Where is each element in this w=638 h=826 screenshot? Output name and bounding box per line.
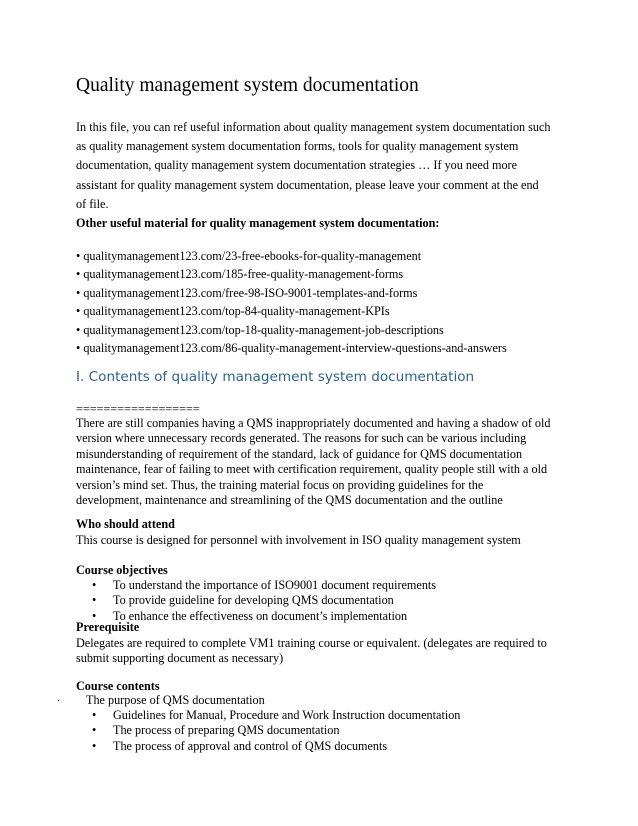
contents-text: The process of preparing QMS documentation xyxy=(113,723,340,738)
intro-line: In this file, you can ref useful information about quality management system documentation such xyxy=(76,120,551,134)
paragraph-line: There are still companies having a QMS inappropriately documented and having a shadow of old xyxy=(76,416,551,430)
who-line: This course is designed for personnel with involvement in ISO quality management system xyxy=(76,533,521,547)
paragraph-line: misunderstanding of requirement of the standard, lack of guidance for QMS documentation xyxy=(76,446,523,461)
intro-line: of file. xyxy=(76,196,109,211)
link-item: • qualitymanagement123.com/23-free-ebooks-for-quality-management xyxy=(76,249,422,263)
course-contents-heading: Course contents xyxy=(76,679,160,693)
objective-text: To enhance the effectiveness on document’s implementation xyxy=(113,608,408,623)
link-item: • qualitymanagement123.com/top-84-quality-management-KPIs xyxy=(76,304,390,319)
list-item xyxy=(92,739,460,754)
intro-body-paragraph xyxy=(76,416,551,508)
section-heading: I. Contents of quality management system documentation xyxy=(76,369,475,385)
paragraph-line: version where unnecessary records generated. The reasons for such can be various including xyxy=(76,431,527,446)
bullet-icon: • xyxy=(92,578,97,592)
other-material-heading: Other useful material for quality management system documentation: xyxy=(76,216,440,230)
intro-line: documentation, quality management system documentation strategies … If you need more xyxy=(76,158,517,173)
link-item: • qualitymanagement123.com/top-18-quality-management-job-descriptions xyxy=(76,322,444,337)
list-item xyxy=(92,578,436,593)
bullet-icon: • xyxy=(92,608,97,623)
useful-links-list xyxy=(76,247,507,357)
intro-paragraph xyxy=(76,118,576,214)
contents-text: Guidelines for Manual, Procedure and Work Instruction documentation xyxy=(113,708,461,722)
prerequisite-line: Delegates are required to complete VM1 training course or equivalent. (delegates are required to xyxy=(76,636,547,650)
link-item: • qualitymanagement123.com/86-quality-management-interview-questions-and-answers xyxy=(76,341,507,356)
list-item xyxy=(92,609,436,624)
page-title: Quality management system documentation xyxy=(76,75,419,96)
objective-text: To provide guideline for developing QMS documentation xyxy=(113,593,394,608)
contents-first-item: The purpose of QMS documentation xyxy=(86,693,265,707)
stray-mark: · xyxy=(57,696,61,707)
prerequisite-text xyxy=(76,636,547,667)
bullet-icon: • xyxy=(92,723,97,738)
bullet-icon: • xyxy=(92,708,97,722)
paragraph-line: maintenance, fear of failing to meet with certification requirement, quality people still with a old xyxy=(76,462,548,477)
objective-text: To understand the importance of ISO9001 document requirements xyxy=(113,578,437,592)
link-item: • qualitymanagement123.com/free-98-ISO-9001-templates-and-forms xyxy=(76,285,418,300)
course-contents-list xyxy=(92,708,460,754)
list-item xyxy=(92,593,436,608)
intro-line: assistant for quality management system documentation, please leave your comment at the end xyxy=(76,177,539,192)
prerequisite-line: submit supporting document as necessary) xyxy=(76,651,284,666)
bullet-icon: • xyxy=(92,593,97,608)
list-item xyxy=(92,723,460,738)
course-objectives-heading: Course objectives xyxy=(76,563,168,577)
paragraph-line: development, maintenance and streamlining of the QMS documentation and the outline xyxy=(76,493,503,508)
link-item: • qualitymanagement123.com/185-free-quality-management-forms xyxy=(76,267,404,282)
separator-line: ================== xyxy=(76,402,200,416)
intro-line: as quality management system documentation forms, tools for quality management system xyxy=(76,139,519,154)
who-should-attend-text xyxy=(76,533,521,548)
contents-text: The process of approval and control of QMS documents xyxy=(113,738,388,753)
who-should-attend-heading: Who should attend xyxy=(76,517,175,531)
paragraph-line: version’s mind set. Thus, the training material focus on providing guidelines for the xyxy=(76,477,484,492)
course-objectives-list xyxy=(92,578,436,624)
list-item xyxy=(92,708,460,723)
bullet-icon: • xyxy=(92,738,97,753)
prerequisite-heading: Prerequisite xyxy=(76,620,140,634)
